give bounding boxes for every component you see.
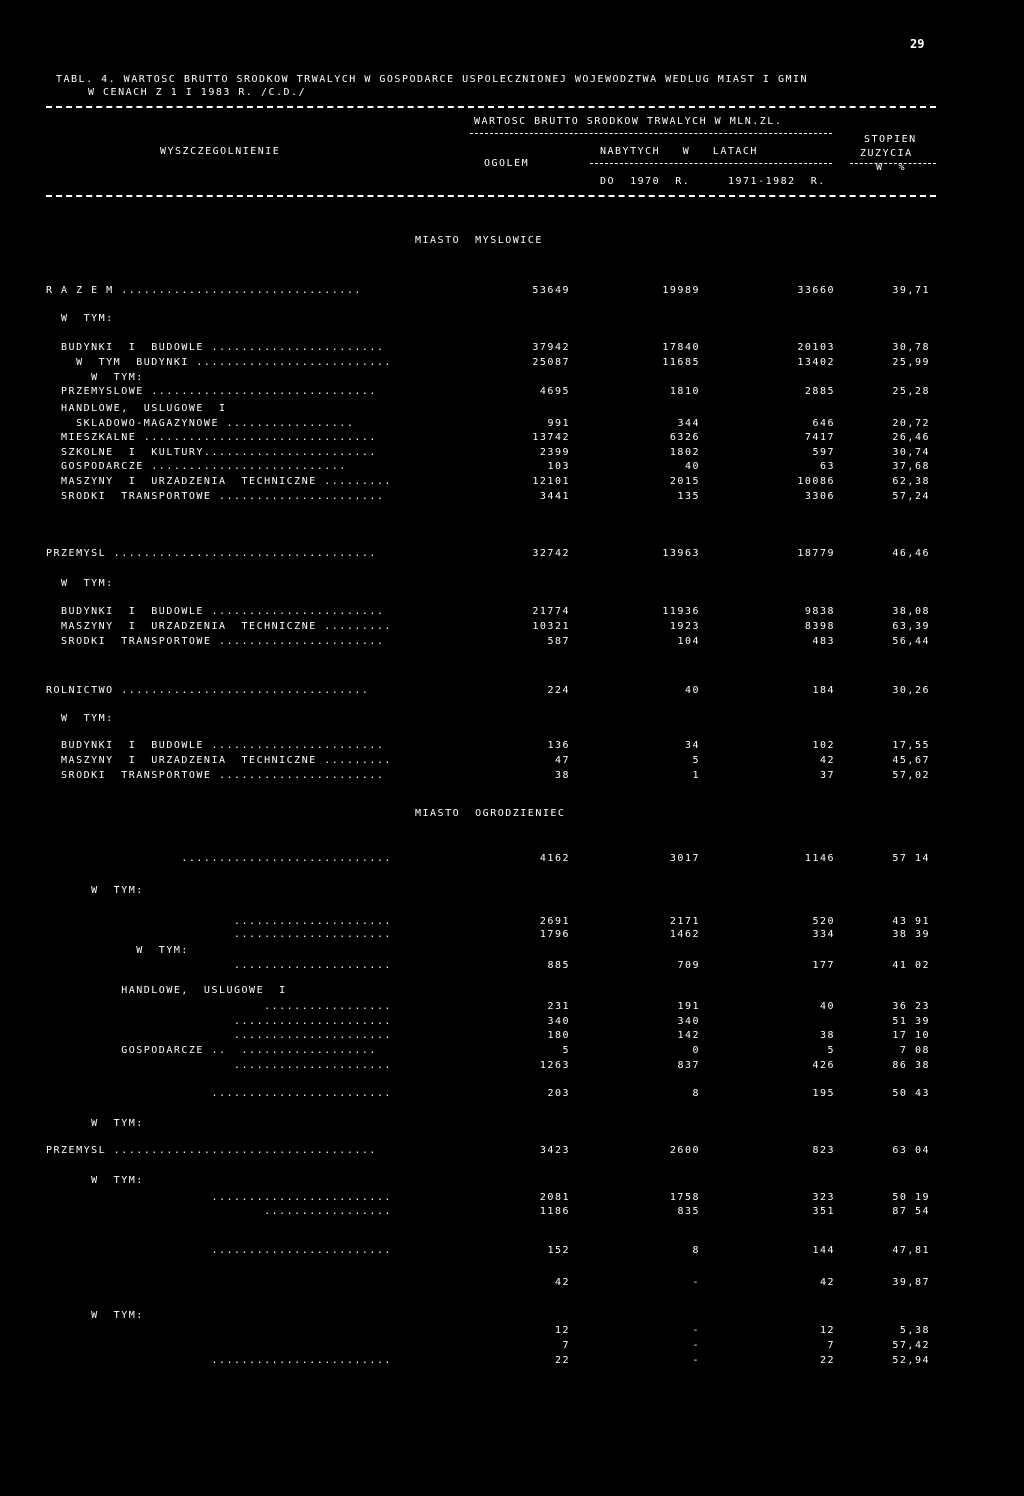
cell-1971-1982: 22 — [819, 1355, 835, 1366]
cell-ogolem: 1796 — [539, 929, 570, 940]
header-stopien: STOPIEN — [864, 134, 917, 145]
row-label: MASZYNY I URZADZENIA TECHNICZNE ......... — [46, 755, 392, 766]
row-label: ............................ — [46, 853, 392, 864]
cell-stopien-zuzycia: 25,28 — [892, 386, 930, 397]
cell-ogolem: 10321 — [532, 621, 570, 632]
cell-ogolem: 22 — [554, 1355, 570, 1366]
row-label: W TYM: — [46, 885, 144, 896]
cell-ogolem: 991 — [547, 418, 570, 429]
row-label: ..................... — [46, 929, 392, 940]
row-label: BUDYNKI I BUDOWLE ....................... — [46, 342, 385, 353]
row-label: SKLADOWO-MAGAZYNOWE ................. — [46, 418, 355, 429]
cell-do1970: 1802 — [669, 447, 700, 458]
cell-do1970: 835 — [677, 1206, 700, 1217]
cell-ogolem: 4162 — [539, 853, 570, 864]
cell-ogolem: 103 — [547, 461, 570, 472]
cell-ogolem: 885 — [547, 960, 570, 971]
cell-do1970: 0 — [692, 1045, 700, 1056]
cell-1971-1982: 195 — [812, 1088, 835, 1099]
cell-stopien-zuzycia: 20,72 — [892, 418, 930, 429]
cell-do1970: 1923 — [669, 621, 700, 632]
cell-do1970: 17840 — [662, 342, 700, 353]
cell-1971-1982: 184 — [812, 685, 835, 696]
cell-ogolem: 203 — [547, 1088, 570, 1099]
cell-1971-1982: 3306 — [804, 491, 835, 502]
cell-stopien-zuzycia: 41 02 — [892, 960, 930, 971]
cell-stopien-zuzycia: 86 38 — [892, 1060, 930, 1071]
cell-1971-1982: 646 — [812, 418, 835, 429]
row-label: ..................... — [46, 1016, 392, 1027]
row-label: ..................... — [46, 960, 392, 971]
cell-do1970: 1462 — [669, 929, 700, 940]
row-label: HANDLOWE, USLUGOWE I — [46, 985, 287, 996]
row-label: BUDYNKI I BUDOWLE ....................... — [46, 740, 385, 751]
cell-ogolem: 2399 — [539, 447, 570, 458]
cell-ogolem: 42 — [554, 1277, 570, 1288]
cell-ogolem: 7 — [562, 1340, 570, 1351]
cell-stopien-zuzycia: 51 39 — [892, 1016, 930, 1027]
cell-stopien-zuzycia: 57 14 — [892, 853, 930, 864]
header-bottom-rule — [46, 195, 936, 197]
cell-stopien-zuzycia: 57,42 — [892, 1340, 930, 1351]
cell-1971-1982: 42 — [819, 755, 835, 766]
cell-stopien-zuzycia: 52,94 — [892, 1355, 930, 1366]
cell-do1970: 40 — [684, 685, 700, 696]
row-label: ..................... — [46, 1060, 392, 1071]
cell-1971-1982: 12 — [819, 1325, 835, 1336]
cell-1971-1982: 10086 — [797, 476, 835, 487]
cell-do1970: 40 — [684, 461, 700, 472]
cell-do1970: 11936 — [662, 606, 700, 617]
row-label: SRODKI TRANSPORTOWE ...................... — [46, 770, 385, 781]
cell-1971-1982: 177 — [812, 960, 835, 971]
cell-stopien-zuzycia: 30,26 — [892, 685, 930, 696]
row-label: W TYM: — [46, 1175, 144, 1186]
row-label: GOSPODARCZE .......................... — [46, 461, 347, 472]
cell-ogolem: 47 — [554, 755, 570, 766]
row-label: ..................... — [46, 1030, 392, 1041]
cell-ogolem: 340 — [547, 1016, 570, 1027]
header-stopien-rule — [850, 163, 936, 164]
row-label: BUDYNKI I BUDOWLE ....................... — [46, 606, 385, 617]
cell-1971-1982: 40 — [819, 1001, 835, 1012]
row-label: SRODKI TRANSPORTOWE ...................... — [46, 636, 385, 647]
cell-do1970: 6326 — [669, 432, 700, 443]
header-top-rule — [46, 106, 936, 108]
row-label: SZKOLNE I KULTURY....................... — [46, 447, 377, 458]
cell-stopien-zuzycia: 63 04 — [892, 1145, 930, 1156]
cell-stopien-zuzycia: 7 08 — [899, 1045, 930, 1056]
row-label: PRZEMYSL ................................... — [46, 1145, 377, 1156]
row-label: ........................ — [46, 1355, 392, 1366]
cell-stopien-zuzycia: 36 23 — [892, 1001, 930, 1012]
row-label: GOSPODARCZE .. .................. — [46, 1045, 377, 1056]
cell-do1970: - — [692, 1340, 700, 1351]
cell-stopien-zuzycia: 50 43 — [892, 1088, 930, 1099]
cell-1971-1982: 7417 — [804, 432, 835, 443]
row-label: W TYM BUDYNKI .......................... — [46, 357, 392, 368]
cell-ogolem: 152 — [547, 1245, 570, 1256]
header-1971: 1971-1982 R. — [728, 176, 826, 187]
row-label: W TYM: — [46, 1310, 144, 1321]
row-label: ........................ — [46, 1088, 392, 1099]
cell-do1970: - — [692, 1325, 700, 1336]
cell-do1970: 135 — [677, 491, 700, 502]
row-label: MASZYNY I URZADZENIA TECHNICZNE ......... — [46, 621, 392, 632]
row-label: ................. — [46, 1001, 392, 1012]
cell-1971-1982: 1146 — [804, 853, 835, 864]
cell-stopien-zuzycia: 45,67 — [892, 755, 930, 766]
header-group-title: WARTOSC BRUTTO SRODKOW TRWALYCH W MLN.ZL. — [474, 116, 783, 127]
cell-ogolem: 3441 — [539, 491, 570, 502]
row-label: W TYM: — [46, 372, 144, 383]
cell-1971-1982: 42 — [819, 1277, 835, 1288]
cell-stopien-zuzycia: 17 10 — [892, 1030, 930, 1041]
cell-stopien-zuzycia: 37,68 — [892, 461, 930, 472]
header-do1970: DO 1970 R. — [600, 176, 691, 187]
cell-do1970: 34 — [684, 740, 700, 751]
header-ogolem: OGOLEM — [484, 158, 530, 169]
cell-do1970: 709 — [677, 960, 700, 971]
cell-1971-1982: 323 — [812, 1192, 835, 1203]
header-nabytych-rule — [590, 163, 832, 164]
cell-do1970: 142 — [677, 1030, 700, 1041]
cell-stopien-zuzycia: 47,81 — [892, 1245, 930, 1256]
header-w-pct: W % — [876, 162, 907, 173]
cell-do1970: 19989 — [662, 285, 700, 296]
cell-ogolem: 587 — [547, 636, 570, 647]
cell-stopien-zuzycia: 57,02 — [892, 770, 930, 781]
cell-do1970: 344 — [677, 418, 700, 429]
cell-stopien-zuzycia: 87 54 — [892, 1206, 930, 1217]
cell-stopien-zuzycia: 30,74 — [892, 447, 930, 458]
cell-ogolem: 2081 — [539, 1192, 570, 1203]
cell-1971-1982: 102 — [812, 740, 835, 751]
cell-ogolem: 2691 — [539, 916, 570, 927]
cell-ogolem: 13742 — [532, 432, 570, 443]
cell-1971-1982: 63 — [819, 461, 835, 472]
cell-1971-1982: 37 — [819, 770, 835, 781]
cell-ogolem: 21774 — [532, 606, 570, 617]
cell-do1970: 8 — [692, 1088, 700, 1099]
cell-ogolem: 1263 — [539, 1060, 570, 1071]
row-label: W TYM: — [46, 1118, 144, 1129]
cell-1971-1982: 18779 — [797, 548, 835, 559]
cell-1971-1982: 483 — [812, 636, 835, 647]
cell-do1970: 2600 — [669, 1145, 700, 1156]
cell-do1970: - — [692, 1277, 700, 1288]
cell-do1970: 11685 — [662, 357, 700, 368]
table-title-line1: TABL. 4. WARTOSC BRUTTO SRODKOW TRWALYCH W GOSPODARCE USPOLECZNIONEJ WOJEWODZTWA WEDLUG MIAST I GMIN — [56, 74, 809, 85]
cell-do1970: 2171 — [669, 916, 700, 927]
cell-stopien-zuzycia: 50 19 — [892, 1192, 930, 1203]
row-label: W TYM: — [46, 713, 114, 724]
cell-ogolem: 38 — [554, 770, 570, 781]
cell-1971-1982: 334 — [812, 929, 835, 940]
cell-1971-1982: 426 — [812, 1060, 835, 1071]
cell-1971-1982: 33660 — [797, 285, 835, 296]
row-label: ..................... — [46, 916, 392, 927]
cell-1971-1982: 5 — [827, 1045, 835, 1056]
row-label: ........................ — [46, 1192, 392, 1203]
row-label: ........................ — [46, 1245, 392, 1256]
cell-stopien-zuzycia: 39,71 — [892, 285, 930, 296]
row-label: R A Z E M ................................ — [46, 285, 362, 296]
row-label: MIESZKALNE ............................... — [46, 432, 377, 443]
cell-do1970: 3017 — [669, 853, 700, 864]
cell-ogolem: 53649 — [532, 285, 570, 296]
cell-stopien-zuzycia: 5,38 — [899, 1325, 930, 1336]
section-title: MIASTO OGRODZIENIEC — [415, 808, 566, 819]
cell-do1970: - — [692, 1355, 700, 1366]
cell-1971-1982: 520 — [812, 916, 835, 927]
header-zuzycia: ZUZYCIA — [860, 148, 913, 159]
cell-ogolem: 224 — [547, 685, 570, 696]
row-label: PRZEMYSL ................................... — [46, 548, 377, 559]
row-label: MASZYNY I URZADZENIA TECHNICZNE ......... — [46, 476, 392, 487]
cell-1971-1982: 9838 — [804, 606, 835, 617]
cell-stopien-zuzycia: 43 91 — [892, 916, 930, 927]
cell-ogolem: 25087 — [532, 357, 570, 368]
cell-1971-1982: 351 — [812, 1206, 835, 1217]
cell-ogolem: 136 — [547, 740, 570, 751]
cell-do1970: 837 — [677, 1060, 700, 1071]
cell-stopien-zuzycia: 17,55 — [892, 740, 930, 751]
cell-ogolem: 37942 — [532, 342, 570, 353]
page-number: 29 — [910, 37, 925, 51]
cell-do1970: 1758 — [669, 1192, 700, 1203]
cell-1971-1982: 8398 — [804, 621, 835, 632]
cell-stopien-zuzycia: 57,24 — [892, 491, 930, 502]
row-label: W TYM: — [46, 313, 114, 324]
cell-stopien-zuzycia: 39,87 — [892, 1277, 930, 1288]
cell-1971-1982: 7 — [827, 1340, 835, 1351]
cell-stopien-zuzycia: 25,99 — [892, 357, 930, 368]
cell-1971-1982: 823 — [812, 1145, 835, 1156]
cell-stopien-zuzycia: 38,08 — [892, 606, 930, 617]
cell-stopien-zuzycia: 63,39 — [892, 621, 930, 632]
cell-1971-1982: 144 — [812, 1245, 835, 1256]
cell-do1970: 340 — [677, 1016, 700, 1027]
row-label: ROLNICTWO ................................. — [46, 685, 370, 696]
table-title-line2: W CENACH Z 1 I 1983 R. /C.D./ — [88, 87, 307, 98]
cell-stopien-zuzycia: 30,78 — [892, 342, 930, 353]
cell-ogolem: 12 — [554, 1325, 570, 1336]
cell-do1970: 1810 — [669, 386, 700, 397]
cell-stopien-zuzycia: 26,46 — [892, 432, 930, 443]
cell-1971-1982: 20103 — [797, 342, 835, 353]
cell-ogolem: 180 — [547, 1030, 570, 1041]
header-nabytych: NABYTYCH W LATACH — [600, 146, 758, 157]
cell-ogolem: 32742 — [532, 548, 570, 559]
cell-stopien-zuzycia: 56,44 — [892, 636, 930, 647]
cell-ogolem: 12101 — [532, 476, 570, 487]
cell-do1970: 104 — [677, 636, 700, 647]
cell-ogolem: 4695 — [539, 386, 570, 397]
cell-1971-1982: 38 — [819, 1030, 835, 1041]
row-label: PRZEMYSLOWE .............................. — [46, 386, 377, 397]
row-label: ................. — [46, 1206, 392, 1217]
cell-1971-1982: 13402 — [797, 357, 835, 368]
cell-ogolem: 1186 — [539, 1206, 570, 1217]
cell-1971-1982: 597 — [812, 447, 835, 458]
cell-do1970: 191 — [677, 1001, 700, 1012]
row-label: SRODKI TRANSPORTOWE ...................... — [46, 491, 385, 502]
cell-do1970: 1 — [692, 770, 700, 781]
row-label: W TYM: — [46, 578, 114, 589]
row-label: HANDLOWE, USLUGOWE I — [46, 403, 227, 414]
cell-do1970: 8 — [692, 1245, 700, 1256]
cell-stopien-zuzycia: 38 39 — [892, 929, 930, 940]
header-row-label: WYSZCZEGOLNIENIE — [160, 146, 281, 157]
cell-ogolem: 3423 — [539, 1145, 570, 1156]
cell-ogolem: 231 — [547, 1001, 570, 1012]
cell-do1970: 5 — [692, 755, 700, 766]
header-group-rule — [470, 133, 832, 134]
cell-do1970: 13963 — [662, 548, 700, 559]
cell-stopien-zuzycia: 46,46 — [892, 548, 930, 559]
section-title: MIASTO MYSLOWICE — [415, 235, 543, 246]
cell-1971-1982: 2885 — [804, 386, 835, 397]
cell-ogolem: 5 — [562, 1045, 570, 1056]
cell-stopien-zuzycia: 62,38 — [892, 476, 930, 487]
cell-do1970: 2015 — [669, 476, 700, 487]
row-label: W TYM: — [46, 945, 189, 956]
